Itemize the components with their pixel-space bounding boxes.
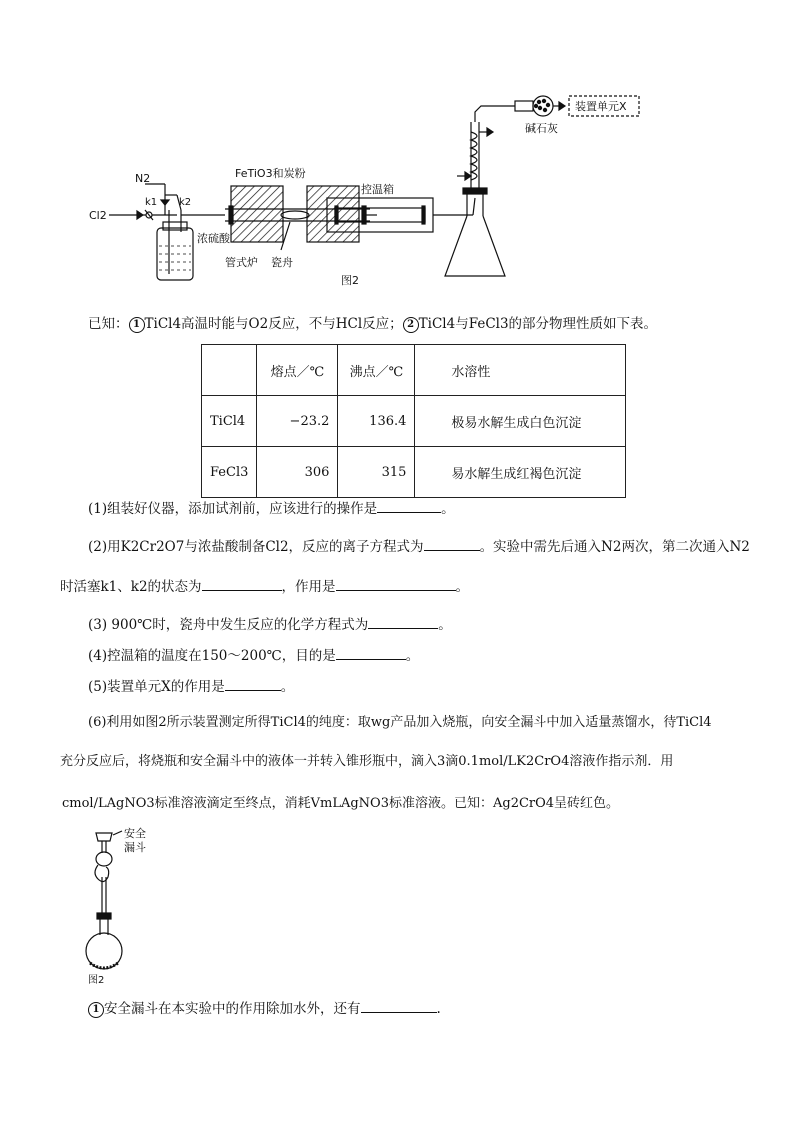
table-cell: 易水解生成红褐色沉淀 [415,447,626,498]
question-2-line2-b: ，作用是 [281,579,336,595]
question-5-text: (5)装置单元X的作用是 [88,679,225,695]
table-header-cell: 水溶性 [415,345,626,396]
table-header-cell: 熔点／℃ [257,345,338,396]
feti-label: FeTiO3和炭粉 [235,167,306,180]
question-1-end: 。 [441,501,455,517]
table-row [202,447,626,498]
circled-number-2: 2 [403,317,419,333]
question-1-text: (1)组装好仪器，添加试剂前，应该进行的操作是 [88,501,378,517]
circled-number-1: 1 [88,1002,104,1018]
question-5-end: 。 [280,679,295,695]
known-line [88,314,657,334]
known-part2: TiCl4与FeCl3的部分物理性质如下表。 [418,316,658,332]
question-6-line1: (6)利用如图2所示装置测定所得TiCl4的纯度：取wg产品加入烧瓶，向安全漏斗中加入适量蒸馏水，待TiCl4 [88,715,712,730]
question-1 [88,498,455,519]
table-cell: FeCl3 [202,447,257,498]
question-6-sub1-end: . [436,1001,441,1017]
answer-blank[interactable] [377,498,441,513]
table-header-cell [202,345,257,396]
table-cell: 136.4 [338,396,415,447]
question-2-text: (2)用K2Cr2O7与浓盐酸制备Cl2，反应的离子方程式为 [88,539,424,555]
table-header-row [202,345,626,396]
figure1-caption: 图2 [341,274,359,287]
answer-blank[interactable] [202,576,282,591]
question-3-text: (3) 900℃时，瓷舟中发生反应的化学方程式为 [88,617,369,633]
table-cell: TiCl4 [202,396,257,447]
conc-acid-label: 浓硫酸 [197,232,230,245]
answer-blank[interactable] [336,645,406,660]
question-4-text: (4)控温箱的温度在150～200℃，目的是 [88,648,336,664]
table-cell: 306 [257,447,338,498]
circled-number-1: 1 [129,317,145,333]
figure2-caption: 图2 [88,975,105,986]
question-2-line2-a: 时活塞k1、k2的状态为 [60,579,202,595]
funnel-label-1: 安全 [124,827,146,840]
table-header-cell: 沸点／℃ [338,345,415,396]
table-row [202,396,626,447]
soda-lime-label: 碱石灰 [525,122,558,135]
answer-blank[interactable] [424,536,480,551]
question-6-sub1 [88,998,441,1019]
temp-box-label: 控温箱 [361,183,394,196]
apparatus-figure [85,92,645,288]
known-prefix: 已知： [88,316,129,332]
answer-blank[interactable] [361,998,437,1013]
properties-table [201,344,626,498]
answer-blank[interactable] [368,614,438,629]
table-cell: 极易水解生成白色沉淀 [415,396,626,447]
question-4-end: 。 [405,648,420,664]
n2-label: N2 [135,172,151,185]
question-3-end: 。 [438,617,452,633]
question-6-line3: cmol/LAgNO3标准溶液滴定至终点，消耗VmLAgNO3标准溶液。已知：Ag2CrO4呈砖红色。 [62,796,620,811]
answer-blank[interactable] [336,576,456,591]
answer-blank[interactable] [225,676,281,691]
table-cell: 315 [338,447,415,498]
question-3 [88,614,452,635]
question-5 [88,676,294,697]
cl2-label: Cl2 [89,209,107,222]
question-6-line2: 充分反应后，将烧瓶和安全漏斗中的液体一并转入锥形瓶中，滴入3滴0.1mol/LK2CrO4溶液作指示剂．用 [60,754,674,769]
tube-furnace-label: 管式炉 [225,256,258,269]
boat-label: 瓷舟 [271,256,293,269]
k1-label: k1 [145,197,158,208]
known-part1: TiCl4高温时能与O2反应，不与HCl反应； [144,316,403,332]
question-2-line2 [60,576,469,597]
k2-label: k2 [179,197,192,208]
question-6-sub1-text: 安全漏斗在本实验中的作用除加水外，还有 [104,1001,361,1017]
funnel-label-2: 漏斗 [124,841,146,854]
safety-funnel-figure [82,827,172,987]
table-cell: −23.2 [257,396,338,447]
unit-x-label: 装置单元X [575,100,627,113]
question-2 [88,536,750,557]
question-2-mid: 。实验中需先后通入N2两次，第二次通入N2 [479,539,750,555]
question-2-end: 。 [455,579,470,595]
question-4 [88,645,419,666]
